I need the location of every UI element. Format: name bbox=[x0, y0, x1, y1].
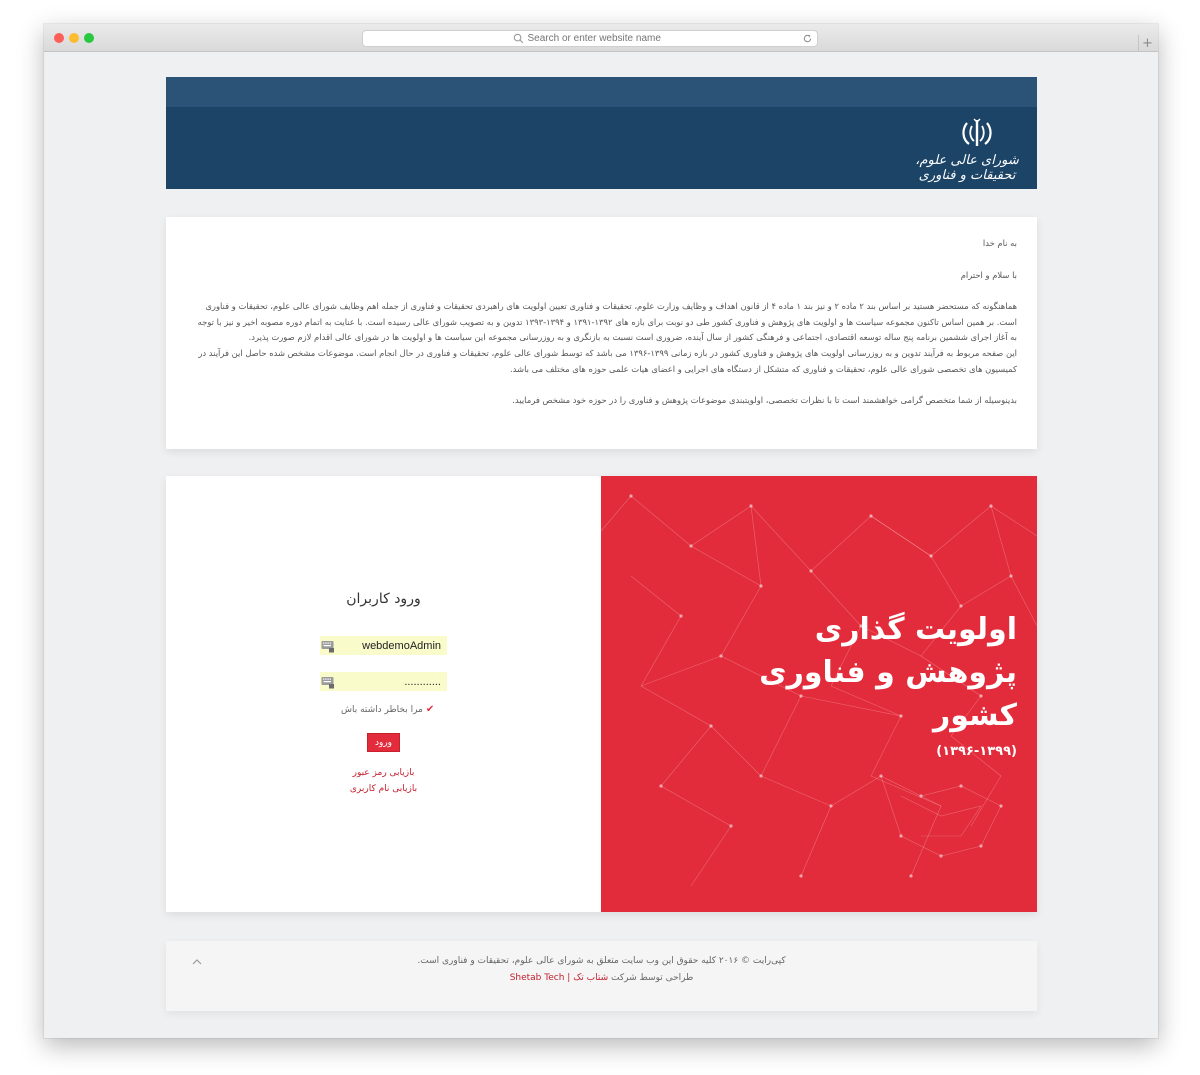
new-tab-button[interactable] bbox=[1138, 35, 1156, 51]
forgot-username-link[interactable]: بازیابی نام کاربری bbox=[349, 784, 418, 794]
intro-card bbox=[166, 217, 1037, 449]
remember-me[interactable] bbox=[341, 704, 434, 715]
hero-title-line-2: پژوهش و فناوری bbox=[759, 655, 1017, 690]
designed-by-text: طراحی توسط شرکت bbox=[611, 973, 694, 983]
browser-window bbox=[44, 24, 1158, 1038]
emblem-logo-icon bbox=[959, 117, 995, 151]
login-panel bbox=[166, 476, 1037, 912]
hero-title-line-1: اولویت گذاری bbox=[814, 612, 1017, 647]
company-link-en[interactable]: Shetab Tech bbox=[509, 973, 565, 983]
intro-greeting: به نام خدا bbox=[982, 238, 1017, 248]
keyboard-icon[interactable] bbox=[321, 675, 335, 689]
copyright-text: کپی‌رایت © ۲۰۱۶ کلیه حقوق این وب سایت متعلق به شورای عالی علوم، تحقیقات و فناوری است. bbox=[417, 956, 786, 966]
company-link-fa[interactable]: شتاب تک bbox=[573, 973, 609, 983]
page-content bbox=[44, 53, 1158, 1038]
address-input[interactable] bbox=[528, 33, 668, 44]
hero-banner bbox=[601, 476, 1037, 912]
header-top-strip bbox=[166, 77, 1037, 107]
checkmark-icon[interactable]: ✔ bbox=[425, 704, 435, 715]
zoom-window-button[interactable] bbox=[84, 33, 94, 43]
minimize-window-button[interactable] bbox=[69, 33, 79, 43]
intro-salutation: با سلام و احترام bbox=[960, 269, 1017, 280]
remember-me-label: مرا بخاطر داشته باش bbox=[341, 704, 423, 715]
login-form bbox=[166, 476, 601, 912]
username-input[interactable] bbox=[335, 636, 445, 655]
reload-icon[interactable] bbox=[802, 33, 813, 44]
intro-paragraph-1: هماهنگونه که مستحضر هستید بر اساس بند ۲ ماده ۲ و نیز بند ۱ ماده ۴ از قانون اهداف و وظایف وزارت علوم، تحقیقات و فناوری تعیین اولویت های راهبردی تحقیقات و فناوری از جمله اهم وظایف شورای عالی علوم، تحقیقات و فناوری است. بر همین اساس تاکنون مجموعه سیاست ها و اولویت های پژوهش و فناوری کشور طی دو نوبت برای بازه های ۱۳۹۲-۱۳۹۱ و ۱۳۹۴-۱۳۹۳ تدوین و به تصویب شورای عالی رسیده است. با عنایت به اتمام دوره مصوبه اخیر و نیز با توجه به آغاز اجرای ششمین برنامه پنج ساله توسعه اقتصادی، اجتماعی و فرهنگی کشور از سال آینده، ضروری است نسبت به بازنگری و به روزرسانی مجموعه این سیاست ها و اولویت ها در شورای عالی اقدام لازم صورت پذیرد. bbox=[197, 301, 1017, 343]
close-window-button[interactable] bbox=[54, 33, 64, 43]
password-input[interactable] bbox=[335, 672, 445, 691]
credits bbox=[166, 973, 1037, 983]
login-title: ورود کاربران bbox=[346, 591, 421, 607]
plus-icon: + bbox=[1142, 35, 1153, 51]
login-button[interactable]: ورود bbox=[367, 733, 400, 752]
chevron-up-icon[interactable] bbox=[190, 955, 204, 969]
keyboard-icon[interactable] bbox=[321, 639, 335, 653]
browser-titlebar bbox=[44, 24, 1158, 52]
site-header bbox=[166, 77, 1037, 189]
hero-years: (۱۳۹۶-۱۳۹۹) bbox=[936, 744, 1017, 759]
password-field[interactable] bbox=[320, 672, 447, 691]
credits-separator: | bbox=[567, 973, 571, 983]
intro-closing: بدینوسیله از شما متخصص گرامی خواهشمند است تا با نظرات تخصصی، اولویتبندی موضوعات پژوهش و فناوری را در حوزه خود مشخص فرمایید. bbox=[512, 395, 1017, 406]
forgot-password-link[interactable]: بازیابی رمز عبور bbox=[352, 768, 415, 778]
hero-title-line-3: کشور bbox=[932, 698, 1017, 733]
username-field[interactable] bbox=[320, 636, 447, 655]
site-footer bbox=[166, 941, 1037, 1011]
hero-title bbox=[637, 608, 1017, 737]
address-bar[interactable] bbox=[362, 30, 818, 47]
search-icon bbox=[513, 33, 524, 44]
brand-name: شورای عالی علوم، تحقیقات و فناوری bbox=[915, 153, 1019, 183]
intro-paragraph-2: این صفحه مربوط به فرآیند تدوین و به روزرسانی اولویت های پژوهش و فناوری کشور در بازه زمانی ۱۳۹۹-۱۳۹۶ می باشد که توسط شورای عالی علوم، تحقیقات و فناوری در حال انجام است. موضوعات مشخص شده حاصل این فرآیند در کمیسیون های تخصصی شورای عالی علوم، تحقیقات و فناوری که متشکل از دستگاه های اجرایی و اعضای هیات علمی حوزه های مختلف می باشد. bbox=[198, 347, 1017, 374]
